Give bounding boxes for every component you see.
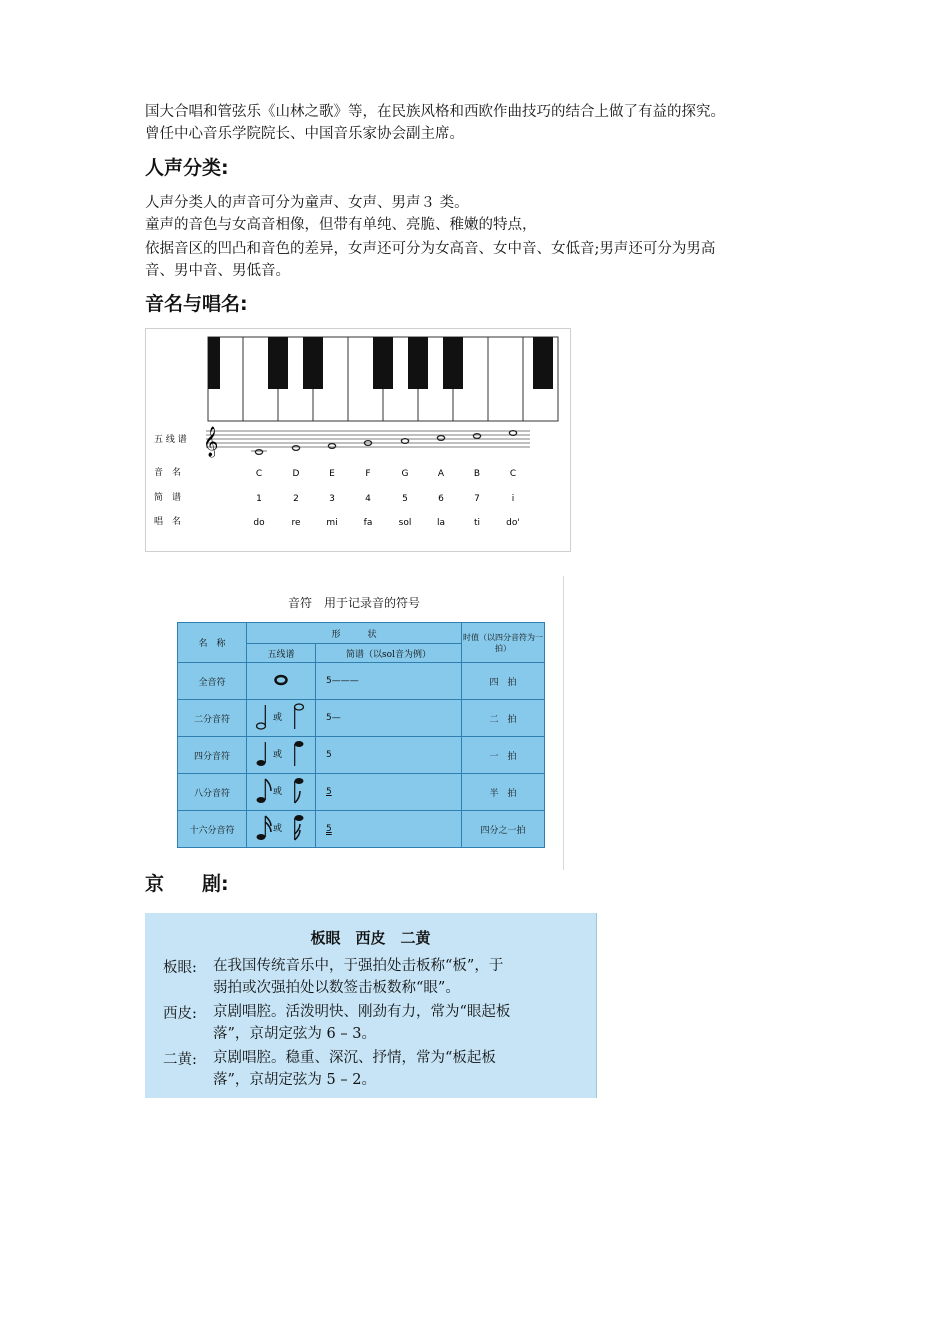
note-name: 四分音符: [178, 737, 247, 774]
piano-figure: [145, 328, 571, 552]
quarter-note-up-icon: [257, 742, 266, 766]
erhuang-text-1: 京剧唱腔。稳重、深沉、抒情，常为“板起板: [213, 1050, 496, 1066]
or-label: 或: [273, 712, 283, 723]
solfege-syllable: sol: [398, 518, 412, 528]
piano-keyboard-svg: [146, 329, 570, 551]
eighth-note-down-icon: [295, 778, 304, 803]
voice-heading: 人声分类:: [145, 157, 229, 179]
intro-line-1: 国大合唱和管弦乐《山林之歌》等，在民族风格和西欧作曲技巧的结合上做了有益的探究。: [145, 104, 725, 120]
solfege-syllable: do': [506, 518, 520, 528]
jianpu-number: 3: [329, 494, 335, 504]
banyan-text-1: 在我国传统音乐中，于强拍处击板称“板”，于: [213, 958, 504, 974]
note-table-title: 音符 用于记录音的符号: [287, 596, 420, 610]
table-row: [178, 700, 545, 737]
solfege-syllable: do: [253, 518, 265, 528]
duration-value: 二 拍: [462, 700, 545, 737]
pitch-name: D: [292, 469, 300, 479]
black-key: [373, 337, 393, 389]
black-key: [443, 337, 463, 389]
row-label-jianpu: 简 谱: [154, 493, 182, 503]
staff-symbol-cell: [247, 700, 316, 737]
jianpu-value: [316, 774, 462, 811]
black-key: [303, 337, 323, 389]
opera-heading: 京 剧:: [145, 873, 229, 895]
solfege-syllable: ti: [473, 518, 481, 528]
col-duration-header: 时值（以四分音符为一拍）: [462, 623, 545, 663]
table-row: [178, 811, 545, 848]
pitch-name: G: [401, 469, 409, 479]
note-name: 十六分音符: [178, 811, 247, 848]
quarter-note-down-icon: [295, 741, 304, 766]
pitch-name: C: [509, 469, 517, 479]
staff-symbol-cell: [247, 663, 316, 700]
note-values-figure: [145, 576, 564, 870]
pitch-name: F: [365, 469, 371, 479]
row-label-staff: 五 线 谱: [154, 435, 187, 445]
staff-note: [292, 446, 299, 451]
jianpu-number: 2: [293, 494, 299, 504]
staff-lines: [206, 431, 530, 447]
staff-symbol-cell: [247, 774, 316, 811]
pitch-heading: 音名与唱名:: [145, 293, 248, 315]
opera-figure: [145, 913, 597, 1098]
voice-line-1: 人声分类人的声音可分为童声、女声、男声３ 类。: [145, 195, 469, 211]
whole-note-icon: [266, 672, 296, 688]
jianpu-value: 5: [316, 737, 462, 774]
pitch-name: E: [329, 469, 335, 479]
jianpu-number: 7: [474, 494, 480, 504]
col-jianpu-header: 简谱（以sol音为例）: [316, 644, 462, 663]
staff-note: [255, 450, 262, 455]
solfege-syllable: la: [436, 518, 446, 528]
black-key: [408, 337, 428, 389]
jianpu-number: 6: [438, 494, 444, 504]
table-row: [178, 774, 545, 811]
xipi-text-1: 京剧唱腔。活泼明快、刚劲有力，常为“眼起板: [213, 1004, 511, 1020]
row-label-name: 音 名: [154, 468, 182, 478]
solfege-syllable: fa: [363, 518, 373, 528]
erhuang-text-2: 落”，京胡定弦为 5 – 2。: [213, 1072, 376, 1088]
duration-value: 四分之一拍: [462, 811, 545, 848]
table-row: [178, 737, 545, 774]
banyan-text-2: 弱拍或次强拍处以数签击板数称“眼”。: [213, 980, 460, 996]
white-key: [488, 337, 523, 421]
voice-line-2: 童声的音色与女高音相像，但带有单纯、亮脆、稚嫩的特点，: [145, 217, 537, 233]
staff-symbol-cell: [247, 737, 316, 774]
note-name: 八分音符: [178, 774, 247, 811]
pitch-name: A: [437, 469, 445, 479]
sixteenth-note-down-icon: [295, 815, 304, 840]
solfege-syllable: re: [291, 518, 301, 528]
solfege-syllable: mi: [326, 518, 338, 528]
opera-figure-title: 板眼 西皮 二黄: [310, 929, 431, 947]
jianpu-underlined: 5: [326, 787, 332, 797]
row-label-solfege: 唱 名: [154, 517, 182, 527]
xipi-text-2: 落”，京胡定弦为 6 – 3。: [213, 1026, 376, 1042]
banyan-label: 板眼:: [163, 960, 197, 976]
voice-line-4: 音、男中音、男低音。: [145, 263, 290, 279]
jianpu-number: i: [511, 494, 515, 504]
voice-line-3: 依据音区的凹凸和音色的差异，女声还可分为女高音、女中音、女低音;男声还可分为男高: [145, 241, 716, 257]
staff-symbol-cell: [247, 811, 316, 848]
jianpu-number: 5: [402, 494, 408, 504]
black-key: [208, 337, 220, 389]
duration-value: 四 拍: [462, 663, 545, 700]
jianpu-value: 5—: [316, 700, 462, 737]
or-label: 或: [273, 823, 283, 834]
jianpu-value: 5———: [316, 663, 462, 700]
note-name: 全音符: [178, 663, 247, 700]
erhuang-label: 二黄:: [163, 1052, 197, 1068]
half-note-up-icon: [257, 705, 266, 729]
jianpu-number: 4: [365, 494, 371, 504]
jianpu-value: [316, 811, 462, 848]
half-note-down-icon: [295, 704, 304, 729]
note-name: 二分音符: [178, 700, 247, 737]
staff-note: [328, 444, 335, 449]
pitch-name: C: [255, 469, 263, 479]
xipi-label: 西皮:: [163, 1006, 197, 1022]
pitch-name: B: [473, 469, 481, 479]
treble-clef-icon: 𝄞: [203, 427, 219, 457]
note-values-table: [177, 622, 545, 848]
sixteenth-note-up-icon: [257, 816, 272, 840]
col-staff-header: 五线谱: [247, 644, 316, 663]
intro-line-2: 曾任中心音乐学院院长、中国音乐家协会副主席。: [145, 126, 464, 142]
jianpu-number: 1: [256, 494, 262, 504]
black-key: [533, 337, 553, 389]
duration-value: 半 拍: [462, 774, 545, 811]
col-name-header: 名 称: [178, 623, 247, 663]
duration-value: 一 拍: [462, 737, 545, 774]
or-label: 或: [273, 749, 283, 760]
or-label: 或: [273, 786, 283, 797]
jianpu-double-underlined: 5: [326, 824, 332, 834]
staff-note: [473, 434, 480, 439]
table-row: [178, 663, 545, 700]
col-shape-header: 形 状: [247, 623, 462, 644]
black-key: [268, 337, 288, 389]
staff-note: [437, 436, 444, 441]
eighth-note-up-icon: [257, 779, 272, 803]
